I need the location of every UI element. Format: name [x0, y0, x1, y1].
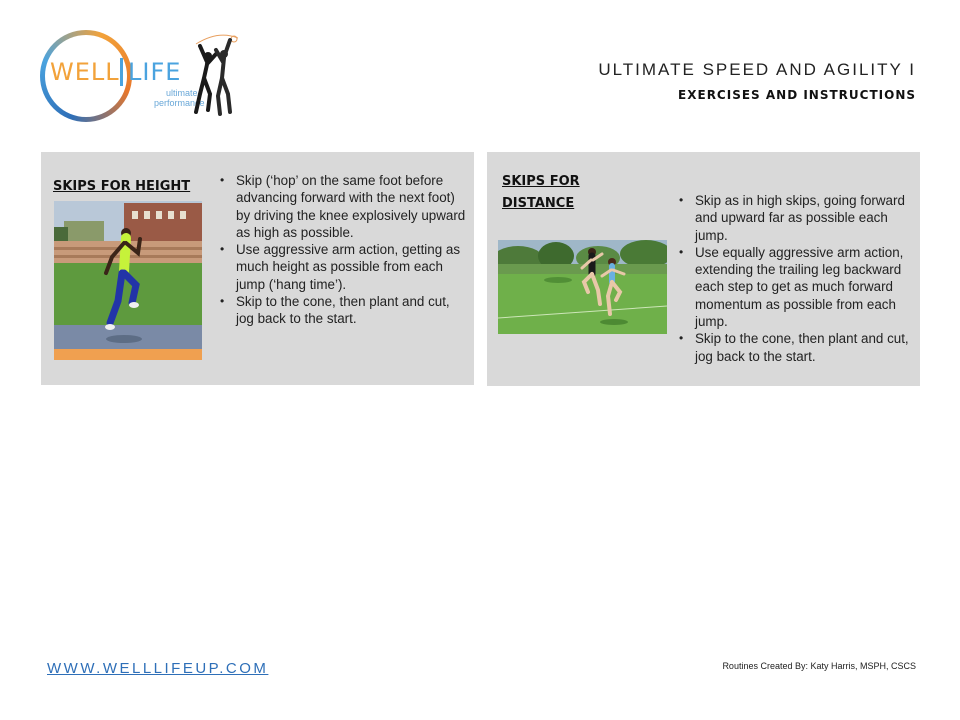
website-link[interactable]: WWW.WELLLIFEUP.COM: [47, 660, 269, 677]
logo-life-text: LIFE: [128, 58, 182, 86]
instruction-item: • Use aggressive arm action, getting as much height as possible from each jump (‘hang time’).: [218, 241, 468, 293]
logo-well-text: WELL: [50, 58, 120, 86]
exercise-photo: [54, 201, 202, 360]
credit-text: Routines Created By: Katy Harris, MSPH, CSCS: [722, 661, 916, 671]
instruction-item: • Skip to the cone, then plant and cut, jog back to the start.: [677, 330, 917, 365]
instruction-list: [218, 172, 468, 328]
exercise-title: SKIPS FOR HEIGHT: [53, 179, 191, 194]
instruction-item: • Skip as in high skips, going forward and upward far as possible each jump.: [677, 192, 917, 244]
instruction-item: • Skip (‘hop’ on the same foot before advancing forward with the next foot) by driving the knee explosively upward as high as possible.: [218, 172, 468, 241]
page-subtitle: EXERCISES AND INSTRUCTIONS: [678, 88, 916, 102]
disc-players-icon: [194, 32, 238, 118]
exercise-photo: [498, 240, 667, 334]
instruction-list: [677, 192, 917, 365]
exercise-card-skips-for-distance: [487, 152, 920, 386]
instruction-item: • Use equally aggressive arm action, extending the trailing leg backward each step to get as much forward momentum as possible from each jump.: [677, 244, 917, 330]
logo-divider: [120, 58, 123, 86]
exercise-card-skips-for-height: [41, 152, 474, 385]
page-title: ULTIMATE SPEED AND AGILITY I: [598, 60, 916, 79]
logo-tagline-2: performance: [154, 98, 205, 108]
logo-tagline-1: ultimate: [166, 88, 198, 98]
instruction-item: • Skip to the cone, then plant and cut, jog back to the start.: [218, 293, 468, 328]
exercise-title: SKIPS FOR DISTANCE: [502, 174, 580, 211]
welllife-logo: [36, 26, 246, 126]
